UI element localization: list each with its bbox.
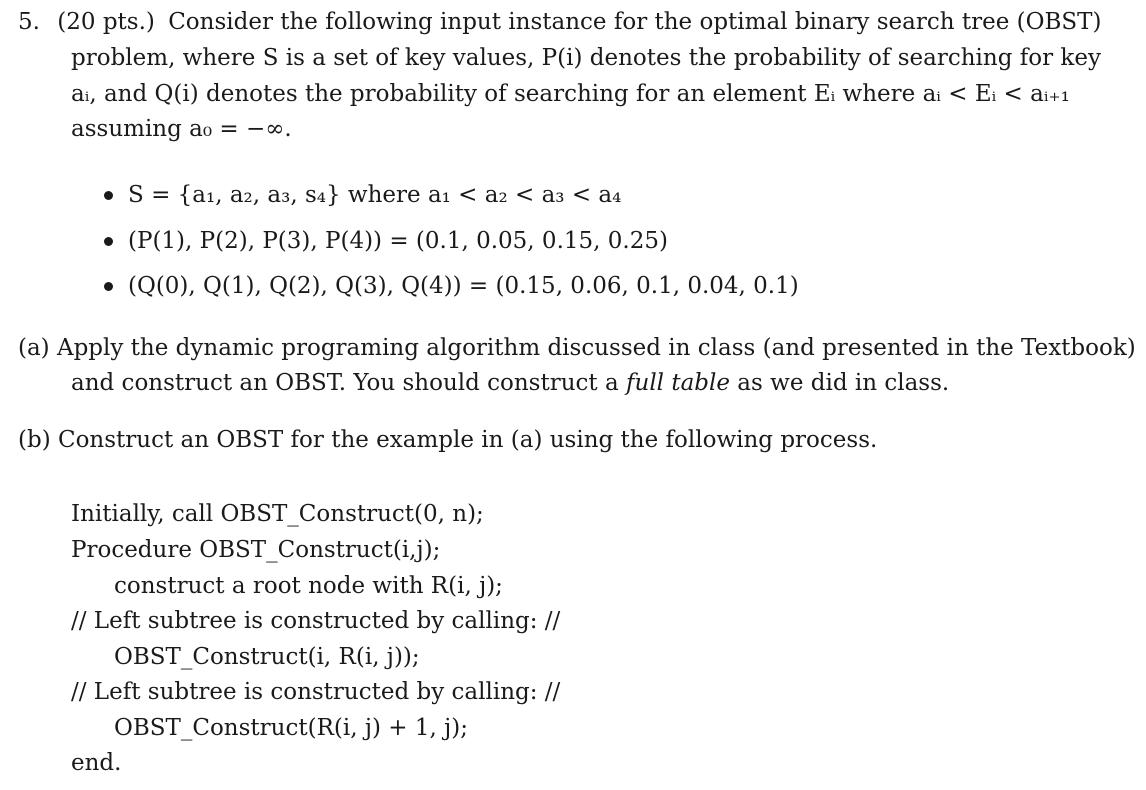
part-a-line-2-post: as we did in class. — [730, 370, 950, 396]
bullet-item-q-values: (Q(0), Q(1), Q(2), Q(3), Q(4)) = (0.15, 0.06, 0.1, 0.04, 0.1) — [128, 273, 799, 299]
bullet-dot-2 — [104, 237, 113, 246]
part-a-line-2-pre: and construct an OBST. You should construct a — [71, 370, 626, 396]
bullet-item-p-values: (P(1), P(2), P(3), P(4)) = (0.1, 0.05, 0.15, 0.25) — [128, 228, 668, 254]
code-line-end: end. — [71, 750, 122, 776]
part-b-line-1: (b) Construct an OBST for the example in (a) using the following process. — [18, 427, 878, 453]
code-line-3: construct a root node with R(i, j); — [114, 573, 503, 599]
problem-header-line — [18, 7, 1101, 37]
problem-intro-line-3: aᵢ, and Q(i) denotes the probability of searching for an element Eᵢ where aᵢ < Eᵢ < aᵢ₊₁ — [71, 81, 1070, 107]
problem-points: (20 pts.) — [57, 9, 155, 35]
part-a-line-1: (a) Apply the dynamic programing algorithm discussed in class (and presented in the Textbook) — [18, 335, 1136, 361]
problem-intro-line-1: Consider the following input instance for the optimal binary search tree (OBST) — [168, 9, 1102, 35]
code-comment-2: // Left subtree is constructed by calling: // — [71, 679, 561, 705]
problem-number: 5. — [18, 9, 40, 35]
problem-intro-line-4: assuming a₀ = −∞. — [71, 116, 292, 142]
code-line-5: OBST_Construct(i, R(i, j)); — [114, 644, 420, 670]
code-comment-1: // Left subtree is constructed by calling: // — [71, 608, 561, 634]
bullet-dot-3 — [104, 282, 113, 291]
code-line-2: Procedure OBST_Construct(i,j); — [71, 537, 441, 563]
part-a-emphasis: full table — [626, 370, 730, 396]
problem-intro-line-2: problem, where S is a set of key values, P(i) denotes the probability of searching for key — [71, 45, 1101, 71]
code-line-7: OBST_Construct(R(i, j) + 1, j); — [114, 715, 468, 741]
part-a-line-2 — [71, 368, 949, 398]
bullet-item-set: S = {a₁, a₂, a₃, s₄} where a₁ < a₂ < a₃ < a₄ — [128, 182, 622, 208]
bullet-dot-1 — [104, 191, 113, 200]
code-line-1: Initially, call OBST_Construct(0, n); — [71, 501, 484, 527]
